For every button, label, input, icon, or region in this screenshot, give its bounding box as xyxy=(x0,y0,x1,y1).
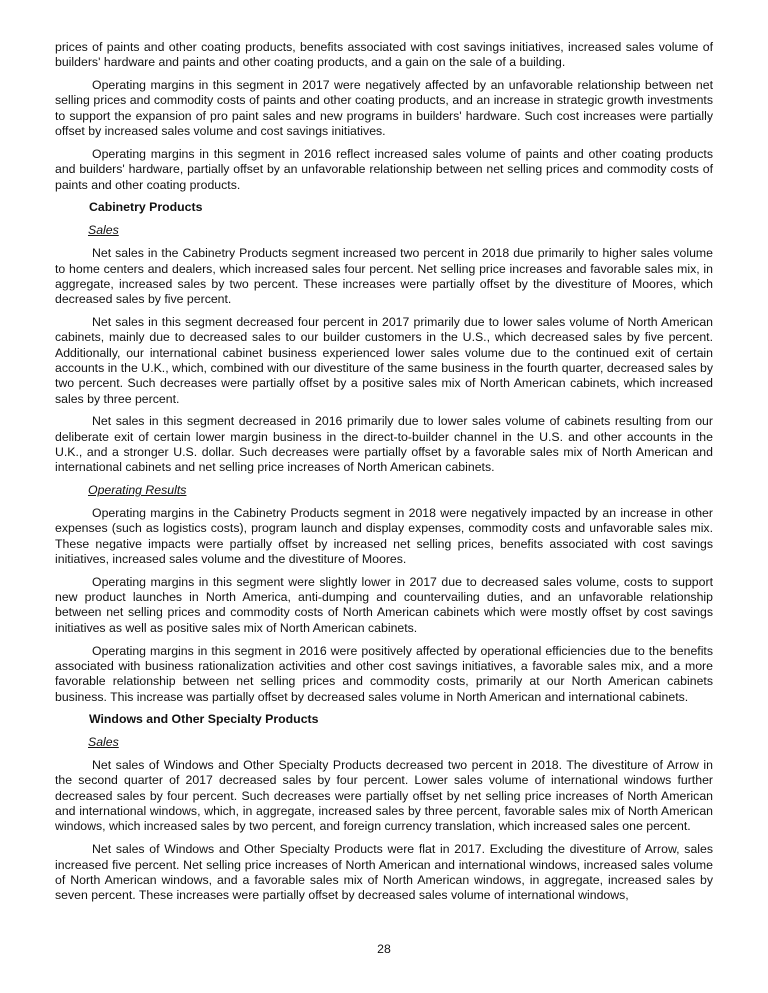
subheading-sales: Sales xyxy=(88,735,119,750)
section-heading-windows: Windows and Other Specialty Products xyxy=(89,712,319,727)
paragraph: Operating margins in this segment in 2017 were negatively affected by an unfavorable relationship between net selling prices and commodity costs of paints and other coating products, and an increase in strategic growth investments to support the expansion of pro paint sales and new programs in builders' hardware. Such cost increases were partially offset by increased sales volume and cost savings initiatives. xyxy=(55,78,713,139)
page-number: 28 xyxy=(377,942,391,956)
paragraph: Net sales in this segment decreased four percent in 2017 primarily due to lower sales volume of North American cabinets, mainly due to decreased sales to our builder customers in the U.S., which decreased sales by five percent. Additionally, our international cabinet business experienced lower sales volume due to the continued exit of certain accounts in the U.K., which, combined with our divestiture of the same business in the fourth quarter, decreased sales by two percent. Such decreases were partially offset by a positive sales mix of North American cabinets, which increased sales by three percent. xyxy=(55,315,713,406)
paragraph: Net sales of Windows and Other Specialty Products were flat in 2017. Excluding the divestiture of Arrow, sales increased five percent. Net selling price increases of North American and international windows, increased sales volume of North American windows, and a favorable sales mix of North American windows, in aggregate, increased sales by seven percent. These increases were partially offset by decreased sales volume of international windows, xyxy=(55,842,713,903)
paragraph: Operating margins in this segment in 2016 were positively affected by operational efficiencies due to the benefits associated with business rationalization activities and other cost savings initiatives, a favorable sales mix, and a more favorable relationship between net selling prices and commodity costs, primarily at our North American cabinets business. This increase was partially offset by decreased sales volume in North American and international cabinets. xyxy=(55,643,713,704)
paragraph: Operating margins in the Cabinetry Products segment in 2018 were negatively impacted by an increase in other expenses (such as logistics costs), program launch and display expenses, commodity costs and unfavorable sales mix. These negative impacts were partially offset by increased net selling prices, benefits associated with cost savings initiatives, increased sales volume and the divestiture of Moores. xyxy=(55,506,713,566)
subheading-sales: Sales xyxy=(88,223,119,238)
document-page xyxy=(55,40,713,911)
subheading-operating-results: Operating Results xyxy=(88,483,187,498)
paragraph: Net sales in this segment decreased in 2016 primarily due to lower sales volume of cabinets resulting from our deliberate exit of certain lower margin business in the direct-to-builder channel in the U.S. and other accounts in the U.K., and a stronger U.S. dollar. Such decreases were partially offset by a favorable sales mix of North American and international cabinets and net selling price increases of North American cabinets. xyxy=(55,414,713,475)
paragraph: Operating margins in this segment were slightly lower in 2017 due to decreased sales volume, costs to support new product launches in North America, anti-dumping and countervailing duties, and an unfavorable relationship between net selling prices and commodity costs of North American cabinets which were mostly offset by cost savings initiatives as well as positive sales mix of North American cabinets. xyxy=(55,574,713,635)
section-heading-cabinetry: Cabinetry Products xyxy=(89,200,203,215)
paragraph: Net sales of Windows and Other Specialty Products decreased two percent in 2018. The divestiture of Arrow in the second quarter of 2017 decreased sales by four percent. Lower sales volume of international windows further decreased sales by four percent. Such decreases were partially offset by net selling price increases of North American and international windows, which, in aggregate, increased sales by three percent, favorable sales mix of North American windows, which increased sales by two percent, and foreign currency translation, which increased sales one percent. xyxy=(55,758,713,834)
paragraph: Operating margins in this segment in 2016 reflect increased sales volume of paints and other coating products and builders' hardware, partially offset by an unfavorable relationship between net selling prices and commodity costs of paints and other coating products. xyxy=(55,146,713,192)
paragraph: prices of paints and other coating products, benefits associated with cost savings initiatives, increased sales volume of builders' hardware and paints and other coating products, and a gain on the sale of a building. xyxy=(55,40,713,70)
paragraph: Net sales in the Cabinetry Products segment increased two percent in 2018 due primarily to higher sales volume to home centers and dealers, which increased sales four percent. Net selling price increases and favorable sales mix, in aggregate, increased sales by two percent. These increases were partially offset by the divestiture of Moores, which decreased sales by five percent. xyxy=(55,246,713,307)
